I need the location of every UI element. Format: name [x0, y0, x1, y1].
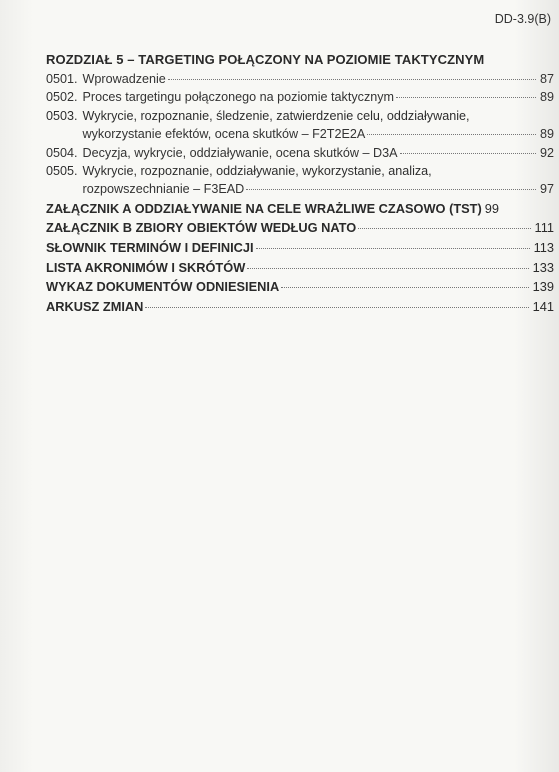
toc-entry-0503[interactable]	[46, 107, 554, 144]
entry-page: 97	[539, 182, 554, 197]
entry-number: 0504.	[46, 145, 78, 160]
toc-section-references[interactable]	[46, 277, 554, 297]
entry-page: 89	[539, 127, 554, 142]
dot-leader	[358, 228, 530, 229]
toc-section-glossary[interactable]	[46, 238, 554, 258]
entry-page: 92	[539, 145, 554, 160]
section-page: 139	[532, 279, 554, 295]
entry-title: Decyzja, wykrycie, oddziaływanie, ocena skutków – D3A	[82, 145, 398, 160]
dot-leader	[400, 153, 536, 154]
toc-entry-0504[interactable]	[46, 144, 554, 162]
dot-leader	[145, 307, 528, 308]
section-title: LISTA AKRONIMÓW I SKRÓTÓW	[46, 259, 246, 275]
section-page: 113	[533, 240, 554, 256]
entry-number: 0505.	[46, 164, 78, 179]
section-title: WYKAZ DOKUMENTÓW ODNIESIENIA	[46, 279, 280, 295]
toc-section-acronyms[interactable]	[46, 258, 554, 278]
dot-leader	[396, 97, 536, 98]
document-code: DD-3.9(B)	[494, 12, 551, 26]
entry-number: 0503.	[46, 108, 78, 123]
entry-title: Wprowadzenie	[82, 72, 166, 86]
section-title: SŁOWNIK TERMINÓW I DEFINICJI	[46, 240, 254, 256]
entry-page: 89	[539, 90, 554, 105]
dot-leader	[256, 248, 530, 249]
dot-leader	[281, 287, 528, 288]
entry-title-line2: rozpowszechnianie – F3EAD	[82, 182, 245, 197]
dot-leader	[168, 79, 536, 80]
toc-section-annex-b[interactable]	[46, 218, 554, 238]
toc-section-amendments[interactable]	[46, 297, 554, 317]
section-page: 133	[532, 259, 554, 275]
entry-page: 87	[539, 72, 554, 86]
table-of-contents	[46, 52, 554, 316]
entry-number: 0501.	[46, 72, 78, 86]
dot-leader	[247, 268, 528, 269]
section-title: ZAŁĄCZNIK B ZBIORY OBIEKTÓW WEDŁUG NATO	[46, 220, 357, 236]
section-page: 111	[534, 220, 554, 236]
toc-entry-0501[interactable]	[46, 70, 554, 88]
section-title: ZAŁĄCZNIK A ODDZIAŁYWANIE NA CELE WRAŻLIWE CZASOWO (TST)	[46, 200, 482, 216]
section-page: 99	[484, 200, 499, 216]
dot-leader	[246, 189, 536, 190]
entry-number: 0502.	[46, 90, 78, 105]
chapter-title: ROZDZIAŁ 5 – TARGETING POŁĄCZONY NA POZIOMIE TAKTYCZNYM	[46, 52, 485, 67]
entry-title-line2: wykorzystanie efektów, ocena skutków – F2T2E2A	[82, 127, 366, 142]
entry-title-line1: Wykrycie, rozpoznanie, śledzenie, zatwierdzenie celu, oddziaływanie,	[82, 108, 470, 123]
toc-section-annex-a[interactable]	[46, 199, 554, 219]
entry-title: Proces targetingu połączonego na poziomie taktycznym	[82, 90, 395, 105]
toc-entry-0502[interactable]	[46, 88, 554, 106]
section-page: 141	[532, 298, 554, 314]
section-title: ARKUSZ ZMIAN	[46, 298, 144, 314]
entry-title-line1: Wykrycie, rozpoznanie, oddziaływanie, wykorzystanie, analiza,	[82, 164, 432, 179]
dot-leader	[367, 134, 536, 135]
toc-entry-0505[interactable]	[46, 162, 554, 199]
